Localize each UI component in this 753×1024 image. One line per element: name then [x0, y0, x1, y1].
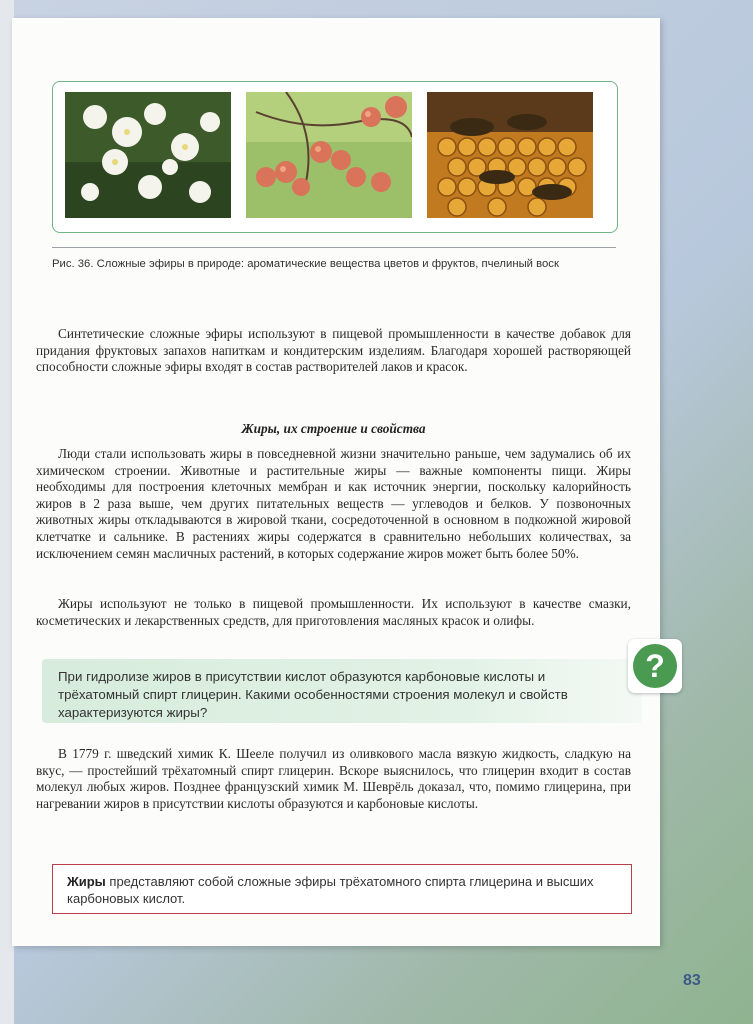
- textbook-page: [12, 18, 660, 946]
- definition-box: [52, 864, 632, 914]
- paragraph-fats-intro: Люди стали использовать жиры в повседневной жизни значительно раньше, чем задумались об их химическом строении. Животные и растительные жиры — важные компоненты пищи. Жиры необходимы для построения клеточных мембран и как источник энергии, поскольку калорийность жиров в 2 раза выше, чем других питательных веществ — углеводов и белков. У позвоночных животных жиры откладываются в жировой ткани, сосредоточенной в основном в подкожной жировой клетчатке и сальнике. В растениях жиры содержатся в сравнительно небольших количествах, за исключением семян масличных растений, в которых содержание жиров может быть более 50%.: [36, 446, 631, 561]
- definition-term: Жиры: [67, 874, 106, 889]
- paragraph-synthetic-esters: Синтетические сложные эфиры используют в пищевой промышленности в качестве добавок для придания фруктовых запахов напиткам и кондитерским изделиям. Благодаря хорошей растворяющей способности сложные эфиры входят в состав растворителей лаков и красок.: [36, 326, 631, 375]
- section-heading: Жиры, их строение и свойства: [241, 421, 426, 436]
- figure-frame: [52, 81, 618, 233]
- flowers-photo: [65, 92, 231, 218]
- question-mark-icon: [628, 639, 682, 693]
- caption-divider: [52, 247, 616, 248]
- paragraph-fats-usage: Жиры используют не только в пищевой промышленности. Их используют в качестве смазки, косметических и лекарственных средств, для приготовления масляных красок и олифы.: [36, 596, 631, 628]
- honeycomb-photo: [427, 92, 593, 218]
- question-mark-glyph: ?: [633, 644, 677, 688]
- fruits-photo: [246, 92, 412, 218]
- paragraph-history: В 1779 г. шведский химик К. Шееле получил из оливкового масла вязкую жидкость, сладкую на вкус, — простейший трёхатомный спирт глицерин. Вскоре выяснилось, что глицерин входит в состав молекул любых жиров. Позднее французский химик М. Шеврёль доказал, что, помимо глицерина, при нагревании жиров в присутствии кислоты образуются и карбоновые кислоты.: [36, 746, 631, 811]
- figure-caption: Рис. 36. Сложные эфиры в природе: ароматические вещества цветов и фруктов, пчелиный воск: [52, 258, 559, 270]
- definition-text: [67, 873, 622, 907]
- definition-body: представляют собой сложные эфиры трёхатомного спирта глицерина и высших карбоновых кислот.: [67, 874, 594, 906]
- question-box: [42, 659, 642, 723]
- page-number: 83: [683, 972, 701, 989]
- question-text: При гидролизе жиров в присутствии кислот образуются карбоновые кислоты и трёхатомный спирт глицерин. Какими особенностями строения молекул и свойств характеризуются жиры?: [58, 669, 568, 720]
